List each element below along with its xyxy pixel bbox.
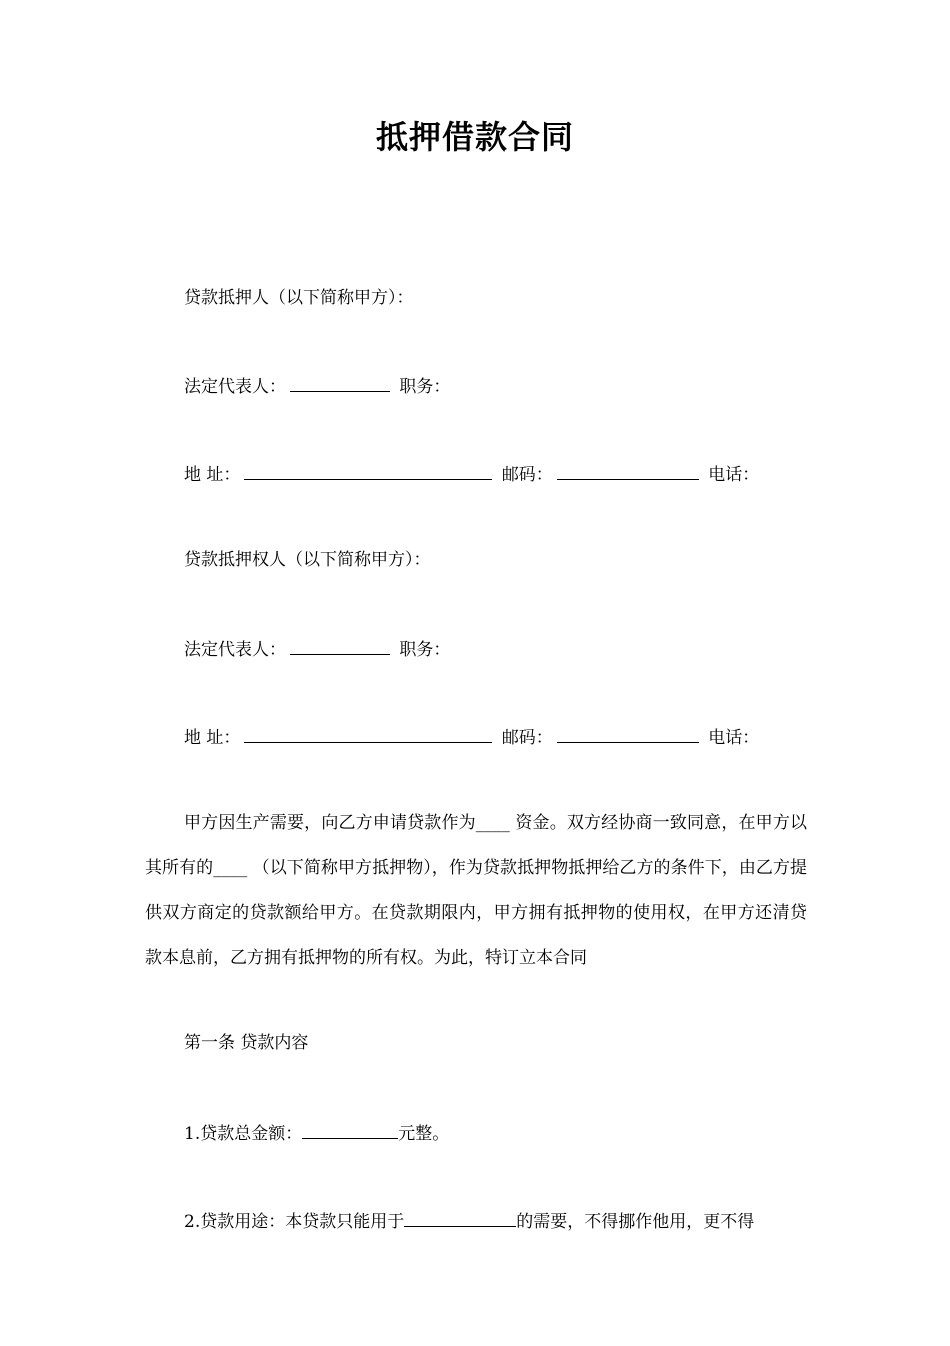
party-a-label: 贷款抵押人（以下简称甲方）： bbox=[184, 288, 414, 308]
item-1-suffix: 元整。 bbox=[398, 1124, 450, 1144]
address-label: 地 址： bbox=[184, 728, 241, 748]
position-label: 职务： bbox=[399, 377, 451, 397]
address-blank bbox=[244, 461, 492, 480]
party-a-line bbox=[184, 286, 414, 310]
rep-blank bbox=[290, 636, 390, 655]
party-b-rep-line bbox=[184, 636, 450, 662]
item-2-suffix: 的需要，不得挪作他用，更不得 bbox=[516, 1212, 755, 1232]
intro-paragraph-text: 甲方因生产需要，向乙方申请贷款作为____ 资金。双方经协商一致同意，在甲方以其所有的____ （以下简称甲方抵押物），作为贷款抵押物抵押给乙方的条件下，由乙方提供双方商定的贷款额给甲方。在贷款期限内，甲方拥有抵押物的使用权，在甲方还清贷款本息前，乙方拥有抵押物的所有权。为此，特订立本合同 bbox=[145, 813, 807, 968]
address-blank bbox=[244, 724, 492, 743]
intro-paragraph bbox=[145, 801, 807, 981]
phone-label: 电话： bbox=[708, 465, 760, 485]
article-1-title: 第一条 贷款内容 bbox=[184, 1033, 309, 1053]
item-1-line bbox=[184, 1120, 449, 1146]
amount-blank bbox=[302, 1120, 398, 1139]
rep-blank bbox=[290, 373, 390, 392]
document-title: 抵押借款合同 bbox=[375, 118, 574, 156]
party-a-address-line bbox=[184, 461, 759, 487]
postcode-label: 邮码： bbox=[501, 465, 553, 485]
item-1-prefix: 1.贷款总金额： bbox=[184, 1124, 303, 1144]
postcode-label: 邮码： bbox=[501, 728, 553, 748]
rep-label: 法定代表人： bbox=[184, 640, 286, 660]
rep-label: 法定代表人： bbox=[184, 377, 286, 397]
party-b-label: 贷款抵押权人（以下简称甲方）： bbox=[184, 550, 431, 570]
item-2-line bbox=[184, 1208, 754, 1234]
party-b-line bbox=[184, 548, 431, 572]
address-label: 地 址： bbox=[184, 465, 241, 485]
position-label: 职务： bbox=[399, 640, 451, 660]
party-a-rep-line bbox=[184, 373, 450, 399]
postcode-blank bbox=[557, 724, 699, 743]
item-2-prefix: 2.贷款用途：本贷款只能用于 bbox=[184, 1212, 405, 1232]
phone-label: 电话： bbox=[708, 728, 760, 748]
postcode-blank bbox=[557, 461, 699, 480]
party-b-address-line bbox=[184, 724, 759, 750]
usage-blank bbox=[404, 1208, 516, 1227]
